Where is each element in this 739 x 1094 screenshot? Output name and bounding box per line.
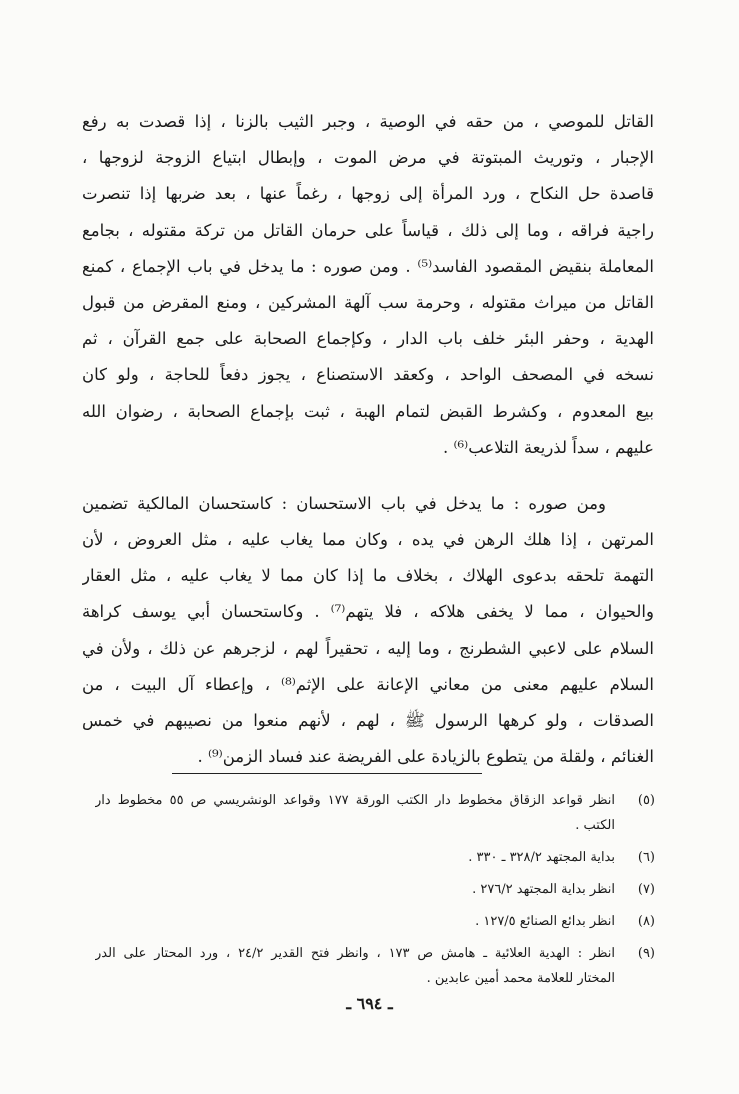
footnote-number: (٨) bbox=[637, 914, 655, 929]
text-line: الصدقات ، ولو كرهها الرسول ﷺ ، لهم ، لأنهم منعوا من نصيبهم في خمس bbox=[82, 711, 654, 730]
text-line: الإجبار ، وتوريث المبتوتة في مرض الموت ، وإبطال ابتياع الزوجة لزوجها ، bbox=[82, 148, 654, 168]
footnote-text: انظر قواعد الزقاق مخطوط دار الكتب الورقة ١٧٧ وقواعد الونشريسي ص ٥٥ مخطوط دار bbox=[95, 793, 615, 808]
footnote-text: انظر بدائع الصنائع ١٢٧/٥ . bbox=[475, 914, 615, 929]
footnote-text: بداية المجتهد ٣٢٨/٢ ـ ٣٣٠ . bbox=[468, 850, 615, 865]
text-line: القاتل من ميراث مقتوله ، وحرمة سب آلهة المشركين ، ومنع المقرض من قبول bbox=[82, 292, 654, 312]
footnote-number: (٩) bbox=[637, 946, 655, 961]
footnote-number: (٥) bbox=[637, 793, 655, 808]
footnote bbox=[95, 941, 655, 991]
text-line: بيع المعدوم ، وكشرط القبض لتمام الهبة ، ثبت بإجماع الصحابة ، رضوان الله bbox=[82, 401, 654, 421]
footnote-number: (٦) bbox=[637, 850, 655, 865]
footnote bbox=[95, 788, 655, 838]
footnote-text: الكتب . bbox=[575, 818, 615, 833]
text-line: الغنائم ، ولقلة من يتطوع بالزيادة على الفريضة عند فساد الزمن⁽⁹⁾ . bbox=[197, 747, 654, 767]
paragraph-1 bbox=[82, 104, 654, 466]
footnote-text: المختار للعلامة محمد أمين عابدين . bbox=[426, 971, 615, 986]
page-number: ـ ٦٩٤ ـ bbox=[346, 994, 393, 1013]
text-line: التهمة تلحقه بدعوى الهلاك ، بخلاف ما إذا كان مما لا يغاب عليه ، مثل العقار bbox=[82, 566, 654, 586]
footnote-text: انظر : الهدية العلائية ـ هامش ص ١٧٣ ، وانظر فتح القدير ٢٤/٢ ، ورد المحتار على الدر bbox=[95, 946, 615, 961]
footnote-text: انظر بداية المجتهد ٢٧٦/٢ . bbox=[472, 882, 615, 897]
paragraph-2 bbox=[82, 486, 654, 776]
text-line: الهدية ، وحفر البئر خلف باب الدار ، وكإجماع الصحابة على جمع القرآن ، ثم bbox=[82, 329, 654, 349]
text-line: المرتهن ، إذا هلك الرهن في يده ، وكان مما يغاب عليه ، مثل العروض ، لأن bbox=[82, 530, 654, 550]
text-line: راجية فراقه ، وما إلى ذلك ، قياساً على حرمان القاتل من تركة مقتوله ، بجامع bbox=[82, 220, 654, 240]
footnote bbox=[95, 909, 655, 934]
footnote bbox=[95, 845, 655, 870]
footnote-number: (٧) bbox=[637, 882, 655, 897]
footnote bbox=[95, 877, 655, 902]
text-line: المعاملة بنقيض المقصود الفاسد⁽⁵⁾ . ومن صوره : ما يدخل في باب الإجماع ، كمنع bbox=[82, 256, 654, 276]
text-line: ومن صوره : ما يدخل في باب الاستحسان : كاستحسان المالكية تضمين bbox=[82, 493, 606, 513]
text-line: السلام على لاعبي الشطرنج ، وما إليه ، تحقيراً لهم ، لزجرهم عن ذلك ، ولأن في bbox=[82, 638, 654, 658]
footnotes bbox=[95, 788, 655, 998]
text-line: قاصدة حل النكاح ، ورد المرأة إلى زوجها ، رغماً عنها ، بعد ضربها إذا تنصرت bbox=[82, 184, 654, 204]
main-text bbox=[82, 104, 654, 775]
text-line: والحيوان ، مما لا يخفى هلاكه ، فلا يتهم⁽⁷⁾ . وكاستحسان أبي يوسف كراهة bbox=[82, 602, 654, 622]
text-line: نسخه في المصحف الواحد ، وكعقد الاستصناع ، يجوز دفعاً للحاجة ، ولو كان bbox=[82, 365, 654, 385]
text-line: السلام عليهم معنى من معاني الإعانة على الإثم⁽⁸⁾ ، وإعطاء آل البيت ، من bbox=[82, 674, 654, 694]
text-line: القاتل للموصي ، من حقه في الوصية ، وجبر الثيب بالزنا ، إذا قصدت به رفع bbox=[82, 112, 654, 131]
footnote-divider bbox=[172, 773, 482, 774]
text-line: عليهم ، سداً لذريعة التلاعب⁽⁶⁾ . bbox=[442, 437, 654, 457]
